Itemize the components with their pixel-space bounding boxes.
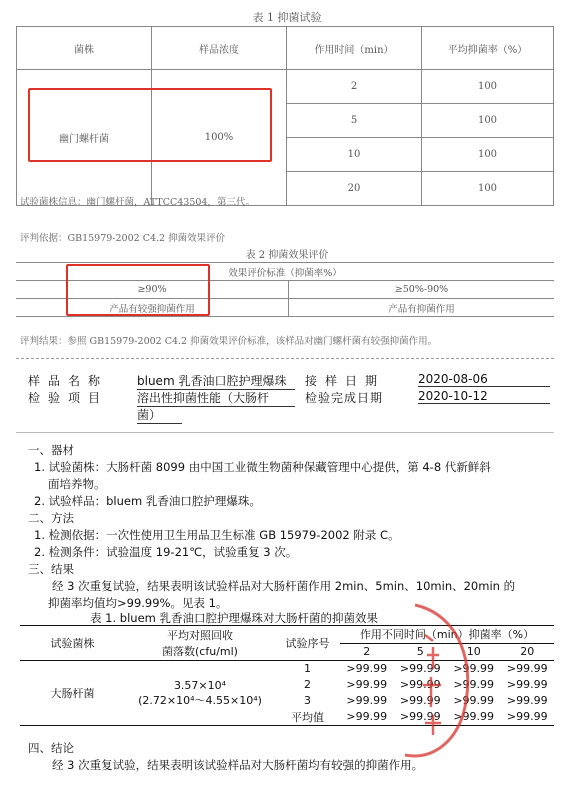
divider bbox=[16, 358, 554, 359]
table1-concentration: 100% bbox=[152, 70, 287, 206]
table3-header-count: 平均对照回收 bbox=[167, 628, 233, 642]
section4-para: 经 3 次重复试验，结果表明该试验样品对大肠杆菌均有较强的抑菌作用。 bbox=[52, 758, 424, 772]
table3-count-cell bbox=[125, 660, 275, 725]
table1-time-cell: 10 bbox=[287, 138, 422, 172]
table1-time-cell: 5 bbox=[287, 104, 422, 138]
table3-value: >99.99 bbox=[399, 678, 441, 691]
table2-col2-desc: 产品有抑菌作用 bbox=[289, 299, 555, 317]
table3-value: >99.99 bbox=[453, 710, 495, 723]
table1-header-time: 作用时间（min） bbox=[287, 27, 422, 70]
table3-time-header: 20 bbox=[520, 645, 535, 658]
table1-header-rate: 平均抑菌率（%） bbox=[422, 27, 554, 70]
table1-header-concentration: 样品浓度 bbox=[152, 27, 287, 70]
table1-title: 表 1 抑菌试验 bbox=[252, 11, 322, 24]
table1-time-cell: 20 bbox=[287, 172, 422, 206]
basis-line: 评判依据：GB15979-2002 C4.2 抑菌效果评价 bbox=[20, 233, 226, 244]
table3-value: >99.99 bbox=[346, 694, 388, 707]
sample-name-label-wrap bbox=[28, 372, 108, 389]
receive-date-label: 接样日期 bbox=[305, 374, 386, 388]
table3-value: >99.99 bbox=[453, 662, 495, 675]
sample-name-value: bluem 乳香油口腔护理爆珠 bbox=[137, 372, 295, 390]
section4-title: 四、结论 bbox=[28, 741, 74, 755]
table3-header-rate: 作用不同时间（min）抑菌率（%） bbox=[340, 626, 554, 644]
table1-rate-cell: 100 bbox=[422, 172, 554, 206]
table3-value: >99.99 bbox=[506, 694, 548, 707]
table2-col1-value: ≥90% bbox=[16, 281, 289, 299]
result-line: 评判结果：参照 GB15979-2002 C4.2 抑菌效果评价标准，该样品对幽门螺杆菌有较强抑菌作用。 bbox=[20, 336, 438, 347]
table1-rate-cell: 100 bbox=[422, 70, 554, 104]
table3-seq: 3 bbox=[304, 694, 311, 707]
table1-time-cell: 2 bbox=[287, 70, 422, 104]
table3-value: >99.99 bbox=[346, 710, 388, 723]
table3-seq: 2 bbox=[304, 678, 311, 691]
section1-item1-cont: 面培养物。 bbox=[48, 477, 106, 491]
table3-title: 表 1. bluem 乳香油口腔护理爆珠对大肠杆菌的抑菌效果 bbox=[90, 611, 378, 625]
divider-2 bbox=[16, 432, 554, 433]
table3-time-header: 2 bbox=[363, 645, 371, 658]
sample-name-label: 样品名称 bbox=[28, 374, 109, 388]
table3-value: >99.99 bbox=[506, 662, 548, 675]
table3-count-mean: 3.57×10⁴ bbox=[173, 678, 227, 692]
receive-date-label-wrap bbox=[305, 372, 385, 389]
section1-item2: 2. 试验样品：bluem 乳香油口腔护理爆珠。 bbox=[34, 494, 261, 508]
table2-col1-desc: 产品有较强抑菌作用 bbox=[16, 299, 289, 317]
table3-value: >99.99 bbox=[506, 678, 548, 691]
section3-para: 经 3 次重复试验，结果表明该试验样品对大肠杆菌作用 2min、5min、10min、20min 的 bbox=[52, 579, 516, 593]
table1-header-strain: 菌株 bbox=[17, 27, 152, 70]
table3-header-count-unit: 菌落数(cfu/ml) bbox=[162, 645, 238, 659]
highlight-box-table2 bbox=[66, 264, 210, 316]
complete-date-label: 检验完成日期 bbox=[305, 391, 384, 405]
table3-value: >99.99 bbox=[399, 710, 441, 723]
table3-value: >99.99 bbox=[399, 694, 441, 707]
section2-title: 二、方法 bbox=[28, 511, 74, 525]
complete-date-value: 2020-10-12 bbox=[418, 389, 550, 404]
section1-item1: 1. 试验菌株：大肠杆菌 8099 由中国工业微生物菌种保藏管理中心提供，第 4-8 代新鲜斜 bbox=[34, 460, 491, 474]
test-item-value-cont: 菌） bbox=[137, 406, 182, 424]
section2-item2: 2. 检测条件：试验温度 19-21℃，试验重复 3 次。 bbox=[34, 545, 298, 559]
table2-header: 效果评价标准（抑菌率%） bbox=[16, 263, 554, 281]
test-item-label-wrap bbox=[28, 389, 108, 406]
table2-col2-value: ≥50%-90% bbox=[289, 281, 555, 299]
section2-item1: 1. 检测依据：一次性使用卫生用品卫生标准 GB 15979-2002 附录 C。 bbox=[34, 528, 400, 542]
table3-value: >99.99 bbox=[506, 710, 548, 723]
section3-para-cont: 抑菌率均值均>99.99%。见表 1。 bbox=[48, 596, 228, 610]
table3-value: >99.99 bbox=[453, 694, 495, 707]
table3-header-strain: 试验菌株 bbox=[50, 636, 95, 650]
table1-rate-cell: 100 bbox=[422, 104, 554, 138]
table2-title: 表 2 抑菌效果评价 bbox=[245, 250, 329, 261]
test-item-value: 溶出性抑菌性能（大肠杆 bbox=[137, 389, 295, 407]
table3-value: >99.99 bbox=[346, 662, 388, 675]
section1-title: 一、器材 bbox=[28, 443, 74, 457]
table3-value: >99.99 bbox=[453, 678, 495, 691]
table3-value: >99.99 bbox=[399, 662, 441, 675]
test-item-label: 检验项目 bbox=[28, 391, 109, 405]
official-stamp bbox=[385, 595, 475, 765]
receive-date-value: 2020-08-06 bbox=[418, 372, 550, 387]
table3-time-header: 5 bbox=[416, 645, 424, 658]
table3-strain: 大肠杆菌 bbox=[50, 686, 95, 700]
table3-value: >99.99 bbox=[346, 678, 388, 691]
table3-seq: 平均值 bbox=[291, 710, 324, 724]
section3-title: 三、结果 bbox=[28, 562, 74, 576]
table3-count-range: (2.72×10⁴～4.55×10⁴) bbox=[138, 693, 262, 707]
table1-strain: 幽门螺杆菌 bbox=[17, 70, 152, 206]
highlight-box-table1 bbox=[28, 88, 272, 162]
table3-header-seq: 试验序号 bbox=[285, 636, 330, 650]
table3-seq: 1 bbox=[304, 662, 311, 675]
strain-info: 试验菌株信息：幽门螺杆菌，ATTCC43504，第三代。 bbox=[20, 197, 255, 208]
table1-rate-cell: 100 bbox=[422, 138, 554, 172]
table3-time-header: 10 bbox=[466, 645, 481, 658]
